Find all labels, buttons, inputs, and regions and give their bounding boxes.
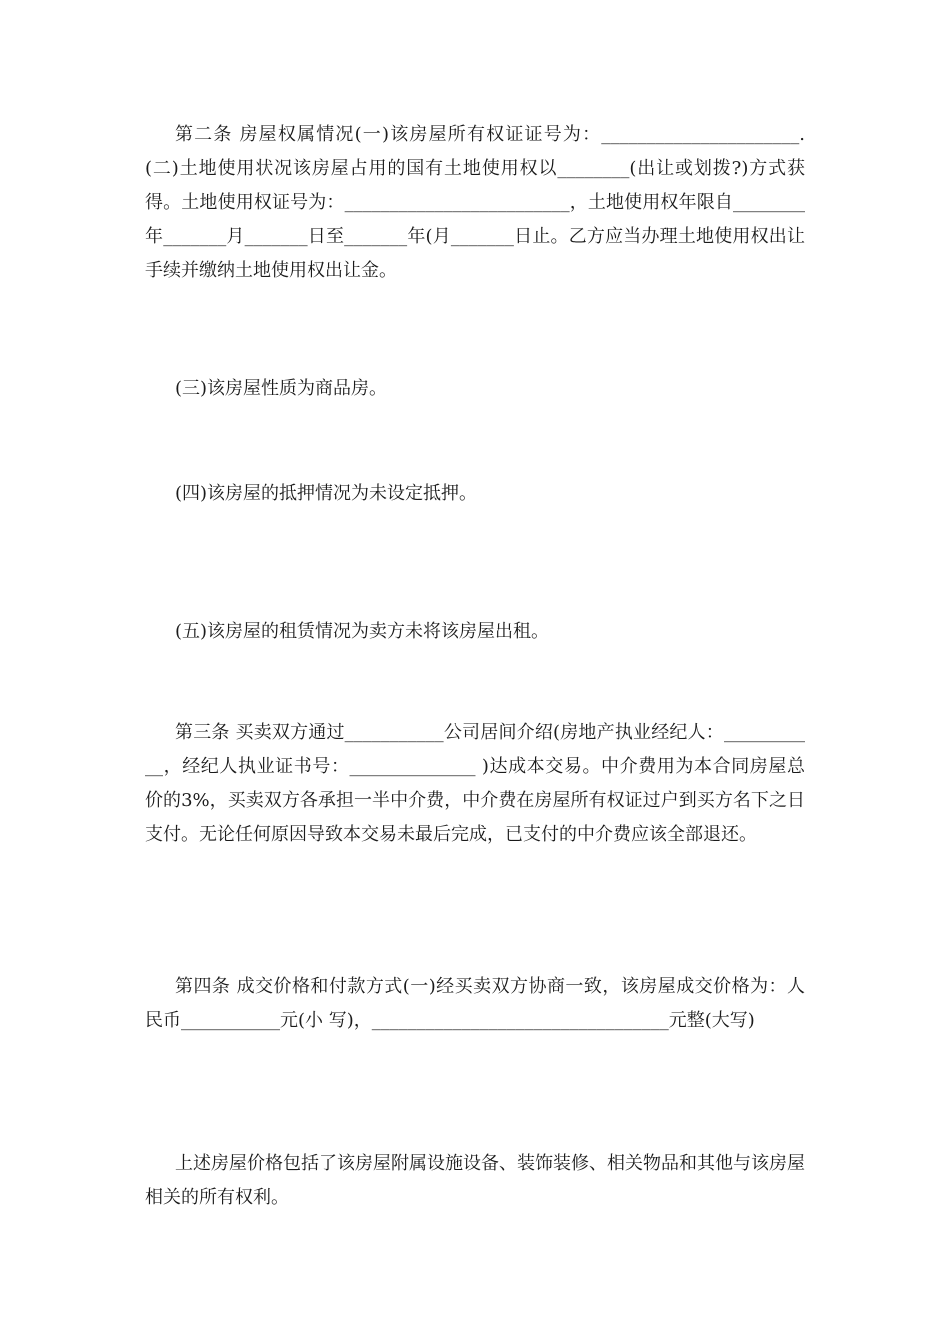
article-2-paragraph: 第二条 房屋权属情况(一)该房屋所有权证证号为：______________________.(二)土地使用状况该房屋占用的国有土地使用权以________(出让或划拨?)方式获得。土地使用权证号为：_________________________，土地使用权年限自________年_______月_______日至_______年(月_______日止。乙方应当办理土地使用权出让手续并缴纳土地使用权出让金。 [145,124,805,281]
article-4-note-paragraph: 上述房屋价格包括了该房屋附属设施设备、装饰装修、相关物品和其他与该房屋相关的所有权利。 [145,1153,805,1208]
article-2-item-5-paragraph: (五)该房屋的租赁情况为卖方未将该房屋出租。 [175,621,550,642]
article-4-paragraph: 第四条 成交价格和付款方式(一)经买卖双方协商一致，该房屋成交价格为：人民币___________元(小 写)，_________________________________元整(大写) [145,976,805,1031]
article-2-item-3-paragraph: (三)该房屋性质为商品房。 [175,378,388,399]
article-2-item-4-paragraph: (四)该房屋的抵押情况为未设定抵押。 [175,483,478,504]
article-3-paragraph: 第三条 买卖双方通过___________公司居间介绍(房地产执业经纪人：___________，经纪人执业证书号：______________ )达成本交易。中介费用为本合同房屋总价的3%，买卖双方各承担一半中介费，中介费在房屋所有权证过户到买方名下之日支付。无论任何原因导致本交易未最后完成，已支付的中介费应该全部退还。 [145,722,805,845]
